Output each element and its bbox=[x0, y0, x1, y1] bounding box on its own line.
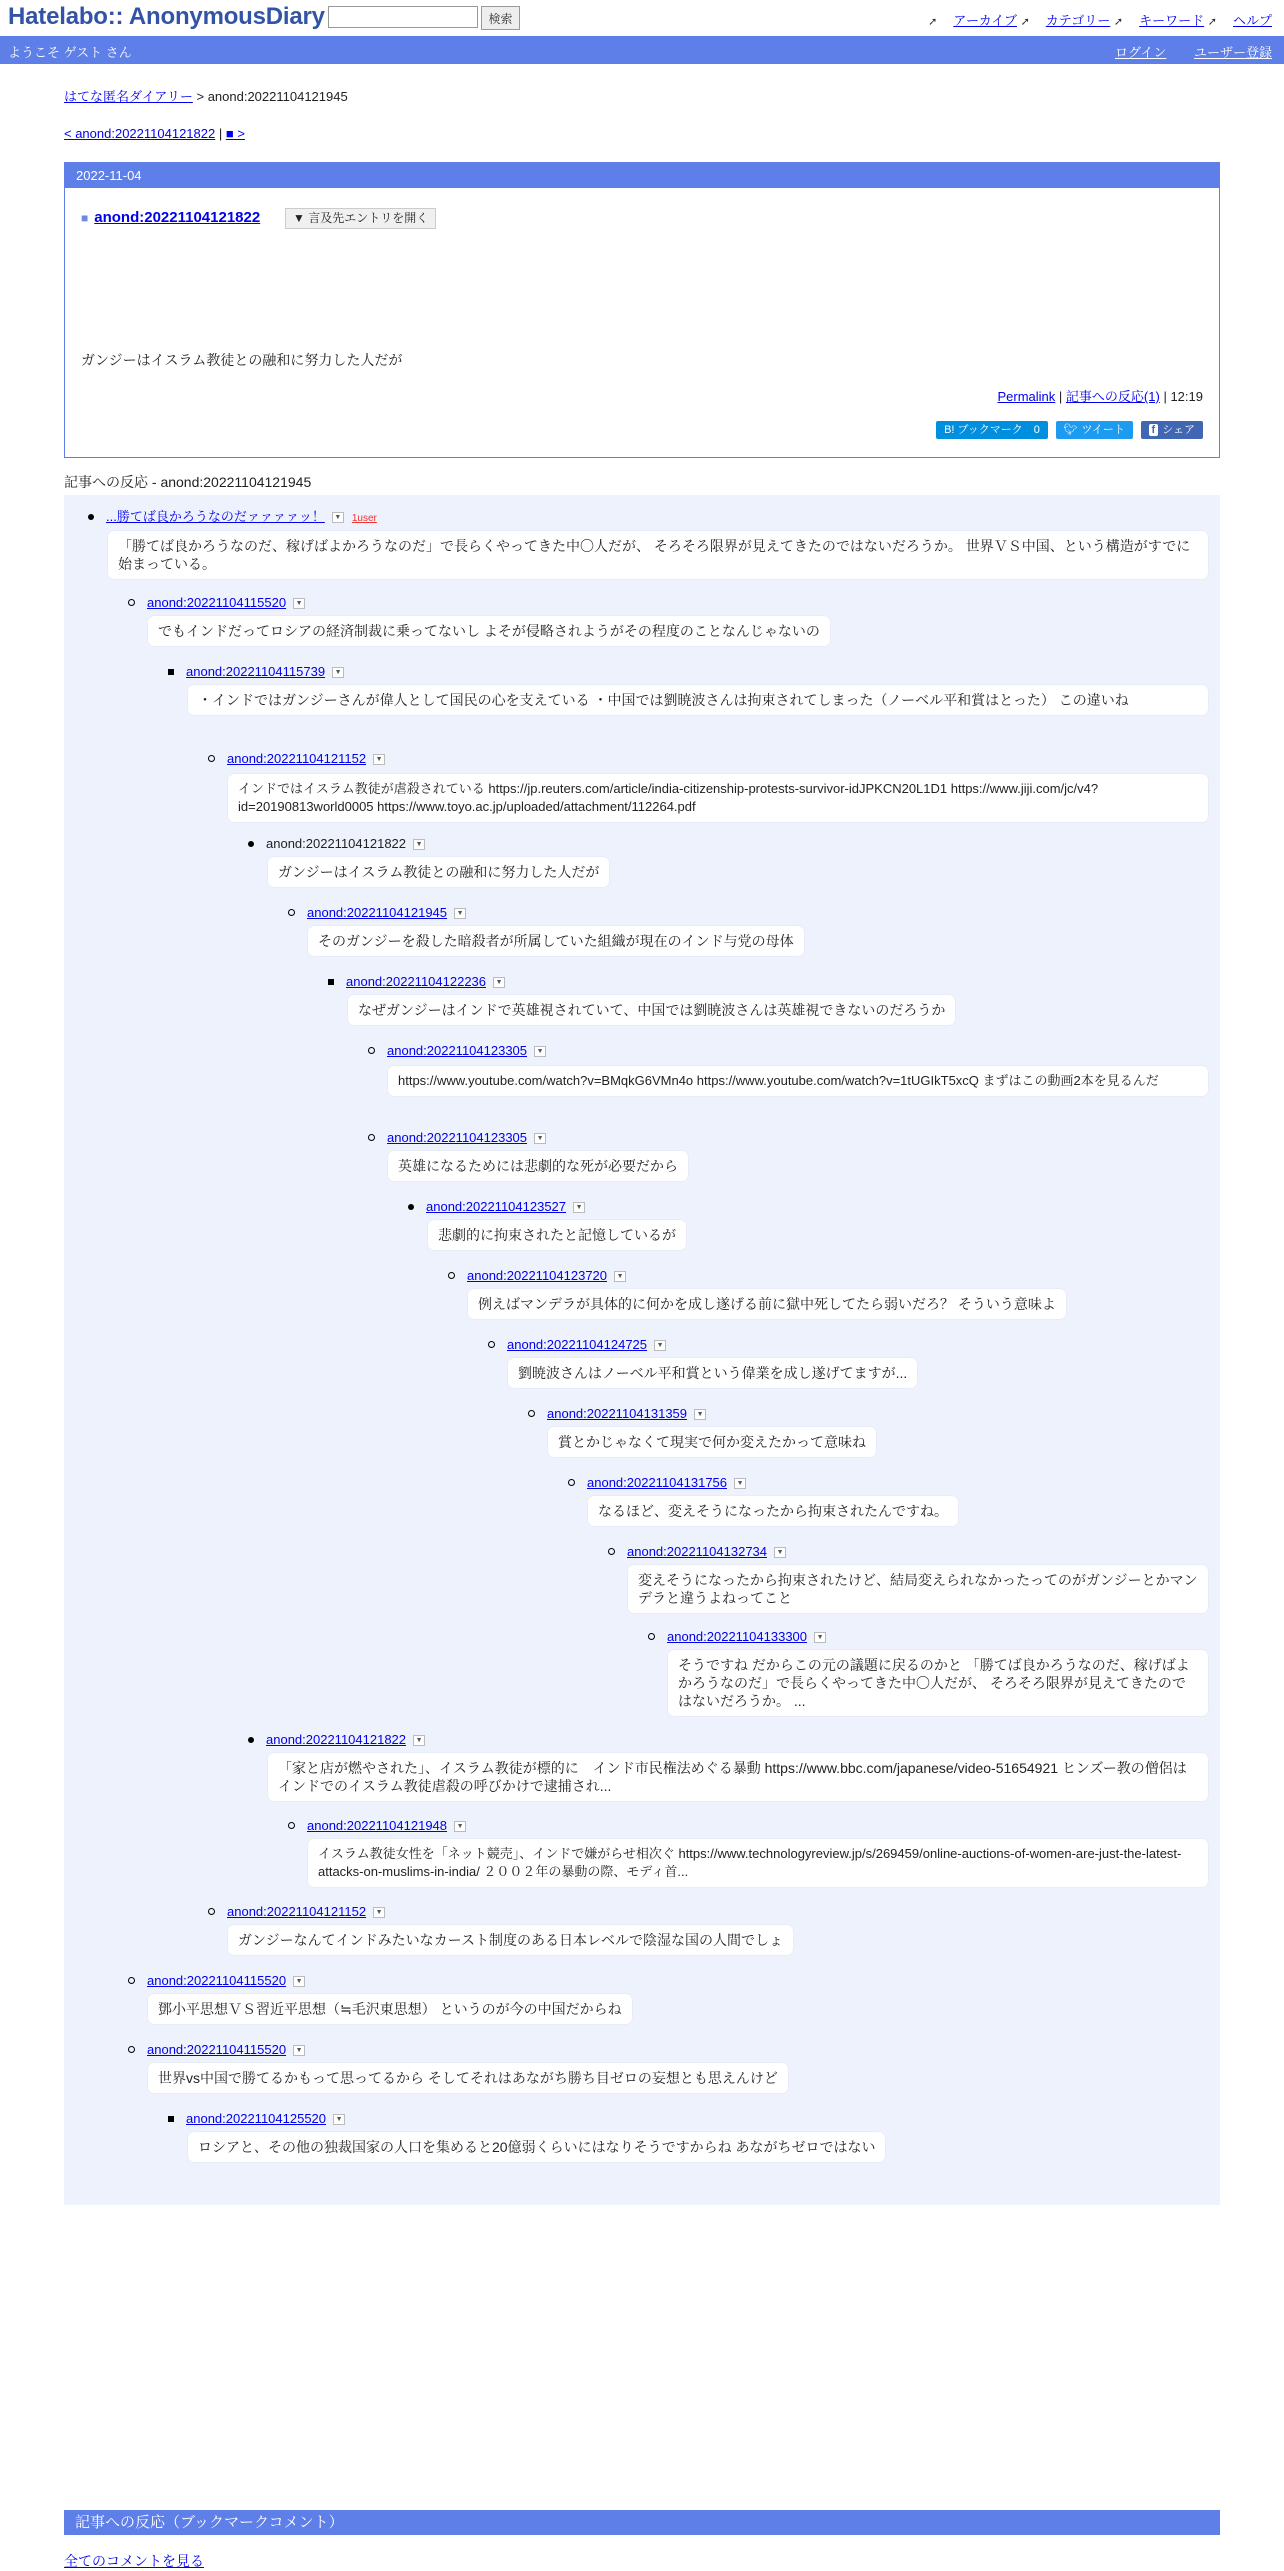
response-node bbox=[328, 974, 505, 989]
tweet-button[interactable] bbox=[1056, 421, 1133, 439]
response-node bbox=[168, 664, 344, 679]
response-body: でもインドだってロシアの経済制裁に乗ってないし よそが侵略されようがその程度のことなんじゃないの bbox=[148, 616, 830, 646]
bullet-icon bbox=[128, 599, 135, 606]
response-node bbox=[208, 1904, 385, 1919]
expand-toggle-icon[interactable]: ▼ bbox=[373, 754, 385, 765]
response-body: 悲劇的に拘束されたと記憶しているが bbox=[428, 1220, 686, 1250]
breadcrumb-separator: > bbox=[196, 89, 205, 104]
expand-toggle-icon[interactable]: ▼ bbox=[774, 1547, 786, 1558]
response-body: そのガンジーを殺した暗殺者が所属していた組織が現在のインド与党の母体 bbox=[308, 926, 804, 956]
expand-toggle-icon[interactable]: ▼ bbox=[814, 1632, 826, 1643]
expand-toggle-icon[interactable]: ▼ bbox=[413, 839, 425, 850]
breadcrumb-home-link[interactable]: はてな匿名ダイアリー bbox=[64, 89, 193, 104]
expand-toggle-icon[interactable]: ▼ bbox=[654, 1340, 666, 1351]
response-link[interactable]: ...勝てば良かろうなのだァァァァッ！ bbox=[106, 509, 325, 524]
response-node bbox=[648, 1629, 826, 1644]
nav-category-link[interactable]: カテゴリー bbox=[1045, 13, 1111, 28]
response-body: ガンジーなんてインドみたいなカースト制度のある日本レベルで陰湿な国の人間でしょ bbox=[228, 1925, 793, 1955]
bullet-icon bbox=[608, 1548, 615, 1555]
bullet-icon bbox=[528, 1410, 535, 1417]
expand-toggle-icon[interactable]: ▼ bbox=[454, 908, 466, 919]
open-referenced-entry-button[interactable]: ▼ 言及先エントリを開く bbox=[285, 208, 436, 229]
bullet-icon bbox=[648, 1633, 655, 1640]
facebook-share-button[interactable] bbox=[1141, 421, 1203, 439]
top-header bbox=[0, 0, 1284, 36]
response-node bbox=[288, 905, 466, 920]
prev-entry-link[interactable]: < anond:20221104121822 bbox=[64, 126, 216, 141]
response-link[interactable]: anond:20221104115520 bbox=[147, 595, 287, 610]
bullet-icon bbox=[448, 1272, 455, 1279]
expand-toggle-icon[interactable]: ▼ bbox=[332, 667, 344, 678]
response-node bbox=[88, 506, 377, 525]
response-body: なるほど、変えそうになったから拘束されたんですね。 bbox=[588, 1496, 958, 1526]
current-entry-label: anond:20221104121822 bbox=[266, 836, 407, 851]
footer-separator: | bbox=[1058, 389, 1063, 404]
response-body: 鄧小平思想ＶＳ習近平思想（≒毛沢東思想） というのが今の中国だからね bbox=[148, 1994, 632, 2024]
expand-toggle-icon[interactable]: ▼ bbox=[614, 1271, 626, 1282]
response-link[interactable]: anond:20221104122236 bbox=[346, 974, 487, 989]
expand-toggle-icon[interactable]: ▼ bbox=[534, 1133, 546, 1144]
section-square-icon: ■ bbox=[81, 211, 89, 225]
user-count-badge[interactable]: 1user bbox=[351, 513, 377, 524]
all-comments-container bbox=[64, 2551, 204, 2571]
response-node-current bbox=[248, 836, 425, 851]
response-node bbox=[608, 1544, 786, 1559]
facebook-share-label: シェア bbox=[1162, 424, 1195, 436]
response-body: ロシアと、その他の独裁国家の人口を集めると20億弱くらいにはなりそうですからね あながちゼロではない bbox=[188, 2132, 885, 2162]
response-link[interactable]: anond:20221104121152 bbox=[227, 751, 367, 766]
expand-toggle-icon[interactable]: ▼ bbox=[454, 1821, 466, 1832]
bullet-icon bbox=[88, 514, 94, 520]
responses-tree bbox=[64, 495, 1220, 2205]
bullet-icon bbox=[568, 1479, 575, 1486]
expand-toggle-icon[interactable]: ▼ bbox=[373, 1907, 385, 1918]
nav-arrow-icon: ➚ bbox=[1020, 16, 1030, 28]
nav-arrow-icon: ➚ bbox=[1113, 16, 1124, 28]
response-link[interactable]: anond:20221104131359 bbox=[547, 1406, 688, 1421]
expand-toggle-icon[interactable]: ▼ bbox=[333, 2114, 345, 2125]
response-body: https://www.youtube.com/watch?v=BMqkG6VMn4o https://www.youtube.com/watch?v=1tUGIkT5xcQ まずはこの動画2本を見るんだ bbox=[388, 1066, 1208, 1096]
site-logo[interactable]: Hatelabo:: AnonymousDiary bbox=[8, 3, 325, 30]
next-entry-link[interactable]: ■ > bbox=[225, 126, 245, 141]
top-nav bbox=[928, 10, 1272, 29]
nav-help-link[interactable]: ヘルプ bbox=[1232, 13, 1272, 28]
response-link[interactable]: anond:20221104123305 bbox=[387, 1130, 528, 1145]
response-link[interactable]: anond:20221104123527 bbox=[426, 1199, 567, 1214]
bullet-icon bbox=[128, 1977, 135, 1984]
response-link[interactable]: anond:20221104131756 bbox=[587, 1475, 728, 1490]
login-link[interactable]: ログイン bbox=[1115, 45, 1167, 60]
hatena-bookmark-button[interactable]: B! ブックマーク 0 bbox=[936, 421, 1048, 439]
responses-heading: 記事への反応 - anond:20221104121945 bbox=[64, 472, 1220, 496]
expand-toggle-icon[interactable]: ▼ bbox=[734, 1478, 746, 1489]
entry-body: ガンジーはイスラム教徒との融和に努力した人だが bbox=[81, 352, 403, 368]
response-body: 「勝てば良かろうなのだ、稼げばよかろうなのだ」で長らくやってきた中〇人だが、 そろそろ限界が見えてきたのではないだろうか。 世界ＶＳ中国、という構造がすでに始まっている。 bbox=[108, 531, 1208, 579]
response-node bbox=[408, 1199, 585, 1214]
response-node bbox=[368, 1043, 546, 1058]
expand-toggle-icon[interactable]: ▼ bbox=[293, 1976, 305, 1987]
breadcrumb bbox=[64, 86, 348, 105]
response-link[interactable]: anond:20221104123720 bbox=[467, 1268, 608, 1283]
response-body: 英雄になるためには悲劇的な死が必要だから bbox=[388, 1151, 688, 1181]
response-link[interactable]: anond:20221104115520 bbox=[147, 2042, 287, 2057]
bullet-icon bbox=[248, 1737, 254, 1743]
responses-link[interactable]: 記事への反応(1) bbox=[1065, 389, 1160, 404]
bullet-icon bbox=[408, 1204, 414, 1210]
response-link[interactable]: anond:20221104123305 bbox=[387, 1043, 528, 1058]
response-node bbox=[368, 1130, 546, 1145]
response-node bbox=[128, 2042, 305, 2057]
entry-time: 12:19 bbox=[1170, 389, 1203, 404]
response-node bbox=[128, 595, 305, 610]
response-body: ガンジーはイスラム教徒との融和に努力した人だが bbox=[268, 857, 609, 887]
nav-keyword-link[interactable]: キーワード bbox=[1139, 13, 1205, 28]
day-date: 2022-11-04 bbox=[65, 163, 1219, 188]
response-node bbox=[168, 2111, 345, 2126]
nav-arrow-icon: ➚ bbox=[1207, 16, 1217, 28]
expand-toggle-icon[interactable]: ▼ bbox=[534, 1046, 546, 1057]
welcome-text: ようこそ ゲスト さん bbox=[8, 45, 132, 60]
response-node bbox=[288, 1818, 466, 1833]
expand-toggle-icon[interactable]: ▼ bbox=[694, 1409, 706, 1420]
user-bar bbox=[0, 36, 1284, 64]
response-link[interactable]: anond:20221104115739 bbox=[186, 664, 326, 679]
day-entry bbox=[64, 162, 1220, 458]
response-node bbox=[448, 1268, 626, 1283]
expand-toggle-icon[interactable]: ▼ bbox=[413, 1735, 425, 1746]
search-button[interactable]: 検索 bbox=[481, 6, 520, 30]
response-node bbox=[208, 751, 385, 766]
response-link[interactable]: anond:20221104125520 bbox=[186, 2111, 327, 2126]
response-body: 「家と店が燃やされた」、イスラム教徒が標的に インド市民権法めぐる暴動 https://www.bbc.com/japanese/video-51654921 ヒンズー教の僧侶はインドでのイスラム教徒虐殺の呼びかけで逮捕され... bbox=[268, 1753, 1208, 1801]
footer-separator: | bbox=[1163, 389, 1167, 404]
entry-footer bbox=[997, 386, 1203, 405]
bullet-icon bbox=[168, 2116, 174, 2122]
response-body: 変えそうになったから拘束されたけど、結局変えられなかったってのがガンジーとかマンデラと違うよねってこと bbox=[628, 1565, 1208, 1613]
bullet-icon bbox=[248, 841, 254, 847]
expand-toggle-icon[interactable]: ▼ bbox=[493, 977, 505, 988]
bullet-icon bbox=[368, 1047, 375, 1054]
facebook-icon: f bbox=[1149, 424, 1159, 436]
register-link[interactable]: ユーザー登録 bbox=[1193, 45, 1272, 60]
bullet-icon bbox=[488, 1341, 495, 1348]
response-link[interactable]: anond:20221104132734 bbox=[627, 1544, 768, 1559]
entry-title bbox=[81, 209, 260, 226]
response-body: インドではイスラム教徒が虐殺されている https://jp.reuters.com/article/india-citizenship-protests-survivor-idJPKCN20L1D1 https://www.jiji.com/jc/v4?id=20190813world0005 https://www.toyo.ac.jp/uploaded/attachment/112264.pdf bbox=[228, 774, 1208, 822]
response-link[interactable]: anond:20221104121152 bbox=[227, 1904, 367, 1919]
nav-archive-link[interactable]: アーカイブ bbox=[953, 13, 1017, 28]
response-node bbox=[248, 1732, 425, 1747]
response-node bbox=[128, 1973, 305, 1988]
response-link[interactable]: anond:20221104124725 bbox=[507, 1337, 648, 1352]
bullet-icon bbox=[128, 2046, 135, 2053]
all-comments-link[interactable]: 全てのコメントを見る bbox=[64, 2553, 204, 2569]
search-input[interactable] bbox=[328, 6, 478, 28]
expand-toggle-icon[interactable]: ▼ bbox=[332, 512, 344, 523]
entry-pager bbox=[64, 126, 245, 141]
response-body: 世界vs中国で勝てるかもって思ってるから そしてそれはあながち勝ち目ゼロの妄想とも思えんけど bbox=[148, 2063, 788, 2093]
bullet-icon bbox=[328, 979, 334, 985]
response-link[interactable]: anond:20221104115520 bbox=[147, 1973, 287, 1988]
response-body: 例えばマンデラが具体的に何かを成し遂げる前に獄中死してたら弱いだろ？ そういう意味よ bbox=[468, 1289, 1066, 1319]
response-node bbox=[568, 1475, 746, 1490]
nav-arrow-icon: ➚ bbox=[928, 16, 938, 28]
expand-toggle-icon[interactable]: ▼ bbox=[293, 598, 305, 609]
breadcrumb-current: anond:20221104121945 bbox=[207, 89, 348, 104]
response-body: ・インドではガンジーさんが偉人として国民の心を支えている ・中国では劉暁波さんは拘束されてしまった（ノーベル平和賞はとった） この違いね bbox=[188, 685, 1208, 715]
user-nav bbox=[1091, 42, 1272, 61]
twitter-bird-icon: 🐦︎ bbox=[1063, 424, 1078, 436]
bullet-icon bbox=[288, 909, 295, 916]
response-node bbox=[488, 1337, 666, 1352]
share-buttons bbox=[932, 421, 1203, 439]
permalink-link[interactable]: Permalink bbox=[997, 389, 1056, 404]
response-body: イスラム教徒女性を「ネット競売」、インドで嫌がらせ相次ぐ https://www.technologyreview.jp/s/269459/online-auctions-of-women-are-just-the-latest-attacks-on-muslims-in-india/ ２００２年の暴動の際、モディ首... bbox=[308, 1839, 1208, 1887]
response-node bbox=[528, 1406, 706, 1421]
expand-toggle-icon[interactable]: ▼ bbox=[293, 2045, 305, 2056]
response-body: そうですね だからこの元の議題に戻るのかと 「勝てば良かろうなのだ、稼げばよかろうなのだ」で長らくやってきた中〇人だが、 そろそろ限界が見えてきたのではないだろうか。 ... bbox=[668, 1650, 1208, 1716]
bullet-icon bbox=[368, 1134, 375, 1141]
response-body: なぜガンジーはインドで英雄視されていて、中国では劉暁波さんは英雄視できないのだろうか bbox=[348, 995, 955, 1025]
response-link[interactable]: anond:20221104121822 bbox=[266, 1732, 407, 1747]
bookmark-comments-heading: 記事への反応（ブックマークコメント） bbox=[64, 2510, 1220, 2535]
bullet-icon bbox=[208, 755, 215, 762]
response-link[interactable]: anond:20221104121948 bbox=[307, 1818, 448, 1833]
bullet-icon bbox=[288, 1822, 295, 1829]
response-link[interactable]: anond:20221104121945 bbox=[307, 905, 448, 920]
tweet-label: ツイート bbox=[1081, 424, 1125, 436]
expand-toggle-icon[interactable]: ▼ bbox=[573, 1202, 585, 1213]
response-link[interactable]: anond:20221104133300 bbox=[667, 1629, 808, 1644]
response-body: 賞とかじゃなくて現実で何か変えたかって意味ね bbox=[548, 1427, 876, 1457]
response-body: 劉暁波さんはノーベル平和賞という偉業を成し遂げてますが... bbox=[508, 1358, 917, 1388]
bullet-icon bbox=[208, 1908, 215, 1915]
bullet-icon bbox=[168, 669, 174, 675]
pager-separator: | bbox=[218, 126, 223, 141]
entry-title-link[interactable]: anond:20221104121822 bbox=[94, 209, 261, 226]
